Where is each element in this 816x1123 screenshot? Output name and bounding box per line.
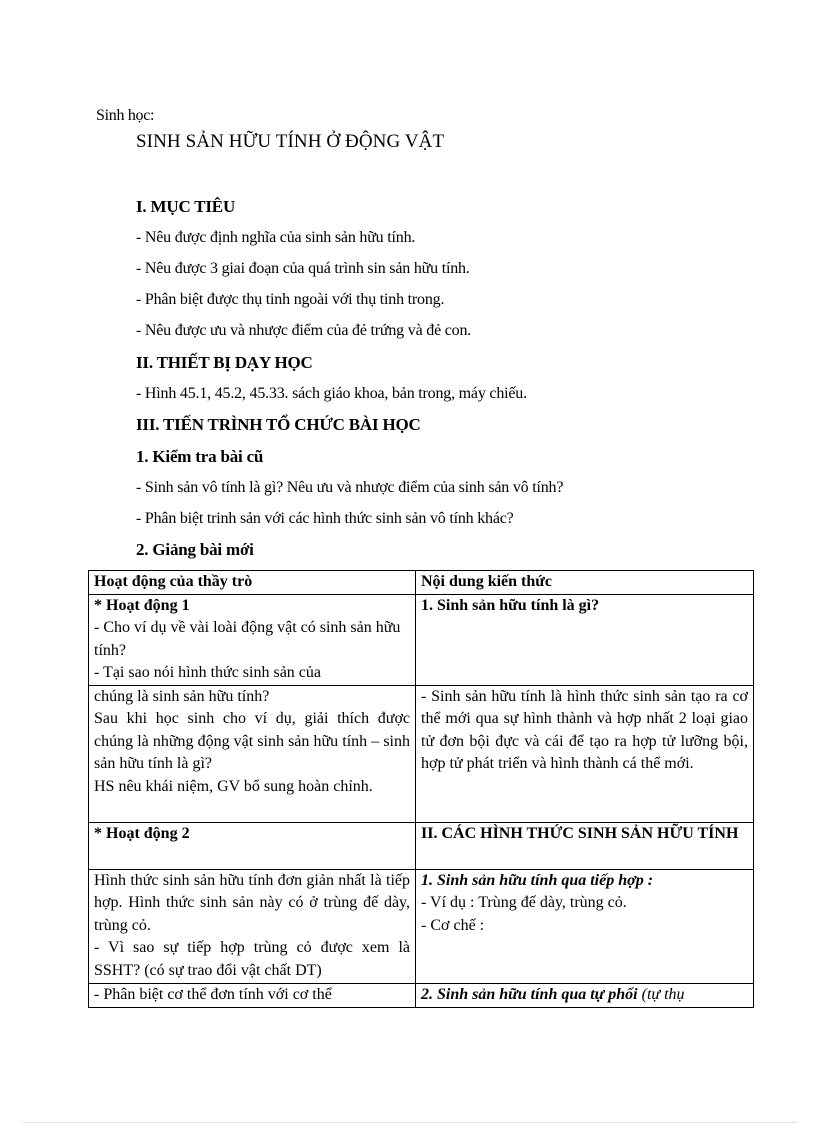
objective-item: - Nêu được định nghĩa của sinh sản hữu tính. bbox=[136, 229, 416, 246]
table-cell bbox=[89, 869, 416, 983]
lesson-table bbox=[88, 570, 754, 1008]
subsection-heading-giang-bai: 2. Giảng bài mới bbox=[136, 540, 254, 559]
cell-text: - Phân biệt cơ thể đơn tính với cơ thể bbox=[94, 985, 332, 1003]
objective-item: - Phân biệt được thụ tinh ngoài với thụ tinh trong. bbox=[136, 291, 445, 308]
cell-text: - Cho ví dụ về vài loài động vật có sinh sản hữu tính? bbox=[94, 619, 401, 659]
table-row bbox=[89, 822, 754, 869]
cell-text: Hình thức sinh sản hữu tính đơn giản nhất là tiếp hợp. Hình thức sinh sản này có ở trùng đế dày, trùng cỏ. bbox=[94, 871, 410, 934]
section-heading-muc-tieu: I. MỤC TIÊU bbox=[136, 197, 236, 216]
page-title: SINH SẢN HỮU TÍNH Ở ĐỘNG VẬT bbox=[136, 131, 445, 152]
table-header-row bbox=[89, 571, 754, 595]
table-cell bbox=[89, 983, 416, 1007]
cell-text: - Ví dụ : Trùng đế dày, trùng cỏ. bbox=[421, 894, 627, 911]
equipment-item: - Hình 45.1, 45.2, 45.33. sách giáo khoa, bản trong, máy chiếu. bbox=[136, 385, 527, 402]
objective-item: - Nêu được 3 giai đoạn của quá trình sin sản hữu tính. bbox=[136, 260, 470, 277]
table-row bbox=[89, 869, 754, 983]
subsection-heading-kiem-tra: 1. Kiểm tra bài cũ bbox=[136, 447, 264, 466]
content-heading: II. CÁC HÌNH THỨC SINH SẢN HỮU TÍNH bbox=[421, 824, 739, 842]
cell-text: - Vì sao sự tiếp hợp trùng cỏ được xem là SSHT? (có sự trao đổi vật chất DT) bbox=[94, 939, 410, 979]
section-heading-tien-trinh: III. TIẾN TRÌNH TỔ CHỨC BÀI HỌC bbox=[136, 415, 421, 434]
section-heading-thiet-bi: II. THIẾT BỊ DẠY HỌC bbox=[136, 353, 313, 372]
activity-label: * Hoạt động 1 bbox=[94, 596, 190, 614]
table-row bbox=[89, 983, 754, 1007]
column-header: Hoạt động của thầy trò bbox=[89, 571, 416, 595]
cell-text: chúng là sinh sản hữu tính? bbox=[94, 687, 270, 705]
table-cell bbox=[416, 685, 754, 822]
table-row bbox=[89, 594, 754, 685]
cell-text: Sau khi học sinh cho ví dụ, giải thích được chúng là những động vật sinh sản hữu tính – sinh sản hữu tính là gì? bbox=[94, 710, 410, 772]
table-cell bbox=[416, 869, 754, 983]
activity-label: * Hoạt động 2 bbox=[94, 824, 190, 842]
cell-text: HS nêu khái niệm, GV bổ sung hoàn chỉnh. bbox=[94, 777, 373, 795]
column-header: Nội dung kiến thức bbox=[416, 571, 754, 595]
review-question: - Phân biệt trinh sản với các hình thức sinh sản vô tính khác? bbox=[136, 510, 514, 527]
table-cell bbox=[416, 983, 754, 1007]
table-cell bbox=[89, 685, 416, 822]
subject-label: Sinh học: bbox=[96, 107, 155, 124]
table-row bbox=[89, 685, 754, 822]
objective-item: - Nêu được ưu và nhược điểm của đẻ trứng và đẻ con. bbox=[136, 322, 472, 339]
cell-text: (tự thụ bbox=[637, 985, 685, 1003]
cell-text: - Cơ chế : bbox=[421, 916, 485, 934]
table-cell bbox=[416, 594, 754, 685]
table-cell bbox=[416, 822, 754, 869]
content-heading: 2. Sinh sản hữu tính qua tự phối bbox=[421, 985, 638, 1003]
cell-text: - Tại sao nói hình thức sinh sản của bbox=[94, 664, 321, 681]
content-heading: 1. Sinh sản hữu tính qua tiếp hợp : bbox=[421, 871, 654, 889]
content-heading: 1. Sinh sản hữu tính là gì? bbox=[421, 596, 600, 614]
cell-text: - Sinh sản hữu tính là hình thức sinh sản tạo ra cơ thể mới qua sự hình thành và hợp nhất 2 loại giao tử đơn bội đực và cái để tạo ra hợp tử lưỡng bội, hợp tử phát triển và hình thành cá thể mới. bbox=[421, 687, 748, 772]
table-cell bbox=[89, 594, 416, 685]
table-cell bbox=[89, 822, 416, 869]
review-question: - Sinh sản vô tính là gì? Nêu ưu và nhược điểm của sinh sản vô tính? bbox=[136, 479, 564, 496]
